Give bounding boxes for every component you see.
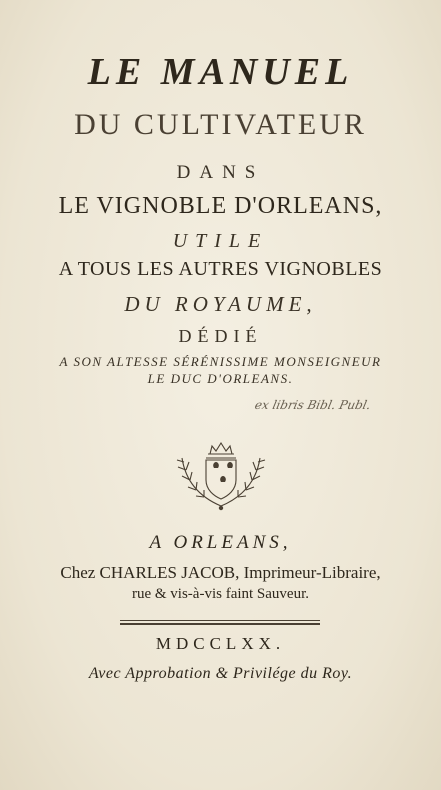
subtitle-utile: UTILE: [172, 230, 269, 252]
subtitle-dans: DANS: [176, 162, 265, 183]
imprint-address: rue & vis-à-vis faint Sauveur.: [131, 586, 310, 602]
dedication-line-1: A SON ALTESSE SÉRÉNISSIME MONSEIGNEUR: [59, 354, 382, 369]
title-line-2: DU CULTIVATEUR: [74, 108, 367, 141]
subtitle-autres-vignobles: A TOUS LES AUTRES VIGNOBLES: [58, 258, 383, 280]
dedication-heading: DÉDIÉ: [178, 326, 263, 346]
fleur-de-lis-vignette-icon: [172, 436, 270, 514]
divider-rule-thick: [120, 623, 320, 625]
subtitle-royaume: DU ROYAUME,: [124, 292, 317, 316]
title-line-1: LE MANUEL: [87, 51, 354, 93]
privilege-line: Avec Approbation & Privilége du Roy.: [88, 665, 353, 682]
dedication-line-2: LE DUC D'ORLEANS.: [147, 371, 294, 386]
imprint-city: A ORLEANS,: [149, 532, 292, 553]
publication-year: MDCCLXX.: [155, 634, 286, 653]
divider-rule-thin: [120, 620, 320, 621]
imprint-publisher: Chez CHARLES JACOB, Imprimeur-Libraire,: [60, 563, 381, 582]
subtitle-vignoble: LE VIGNOBLE D'ORLEANS,: [58, 193, 383, 219]
handwritten-inscription: ex libris Bibl. Publ.: [253, 398, 373, 412]
